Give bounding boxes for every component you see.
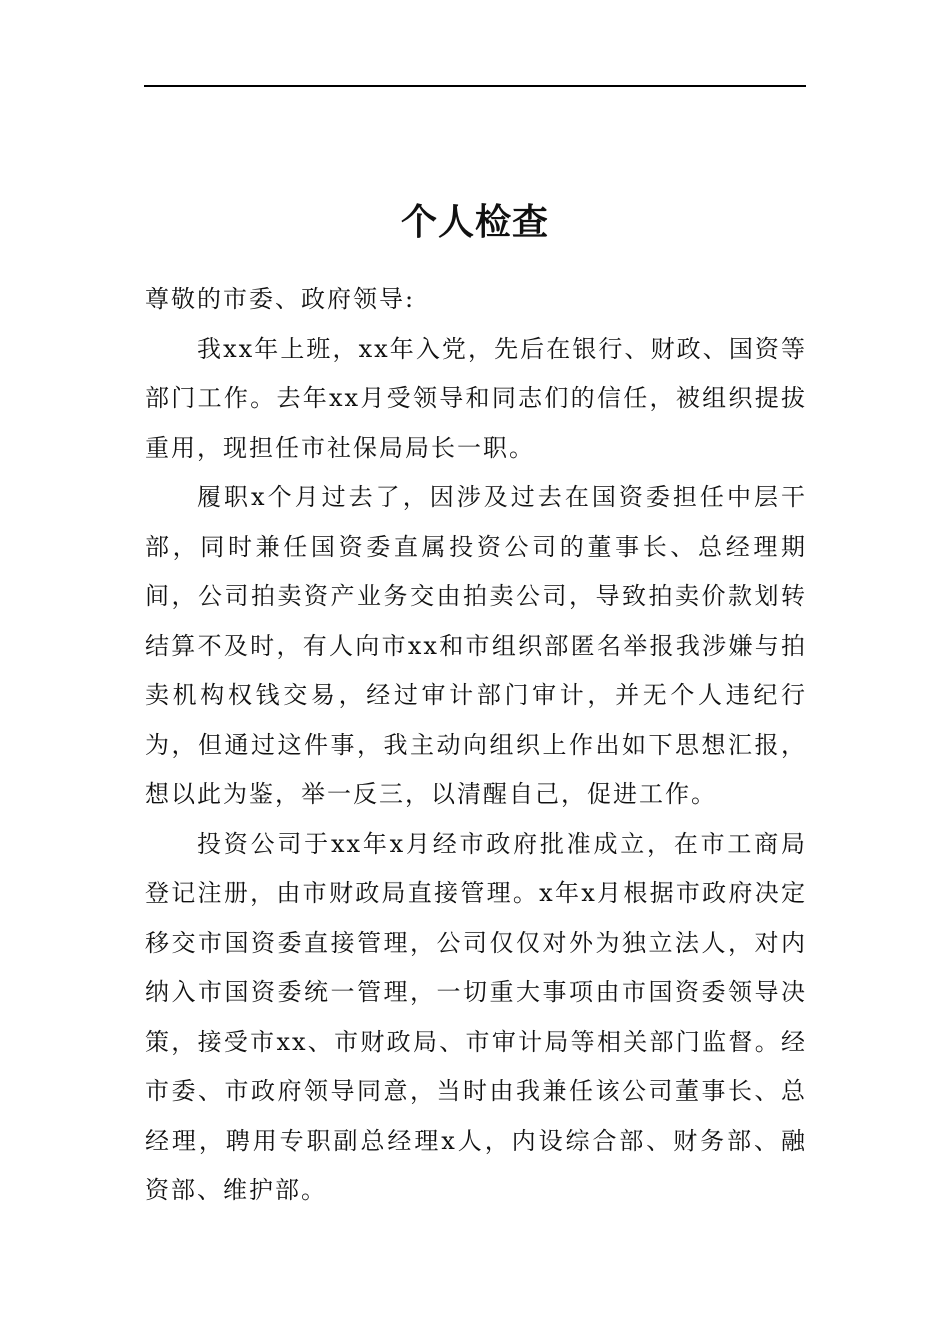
salutation: 尊敬的市委、政府领导: xyxy=(145,285,416,313)
header-rule xyxy=(144,85,806,87)
paragraph-1: 我xx年上班，xx年入党，先后在银行、财政、国资等部门工作。去年xx月受领导和同志们的信任，被组织提拔重用，现担任市社保局局长一职。 xyxy=(145,334,807,462)
document-body xyxy=(145,275,807,1216)
paragraph-2: 履职x个月过去了，因涉及过去在国资委担任中层干部，同时兼任国资委直属投资公司的董事长、总经理期间，公司拍卖资产业务交由拍卖公司，导致拍卖价款划转结算不及时，有人向市xx和市组织部匿名举报我涉嫌与拍卖机构权钱交易，经过审计部门审计，并无个人违纪行为，但通过这件事，我主动向组织上作出如下思想汇报，想以此为鉴，举一反三，以清醒自己，促进工作。 xyxy=(145,483,807,808)
paragraph-3: 投资公司于xx年x月经市政府批准成立，在市工商局登记注册，由市财政局直接管理。x年x月根据市政府决定移交市国资委直接管理，公司仅仅对外为独立法人，对内纳入市国资委统一管理，一切重大事项由市国资委领导决策，接受市xx、市财政局、市审计局等相关部门监督。经市委、市政府领导同意，当时由我兼任该公司董事长、总经理，聘用专职副总经理x人，内设综合部、财务部、融资部、维护部。 xyxy=(145,829,807,1204)
document-title: 个人检查 xyxy=(400,201,549,244)
